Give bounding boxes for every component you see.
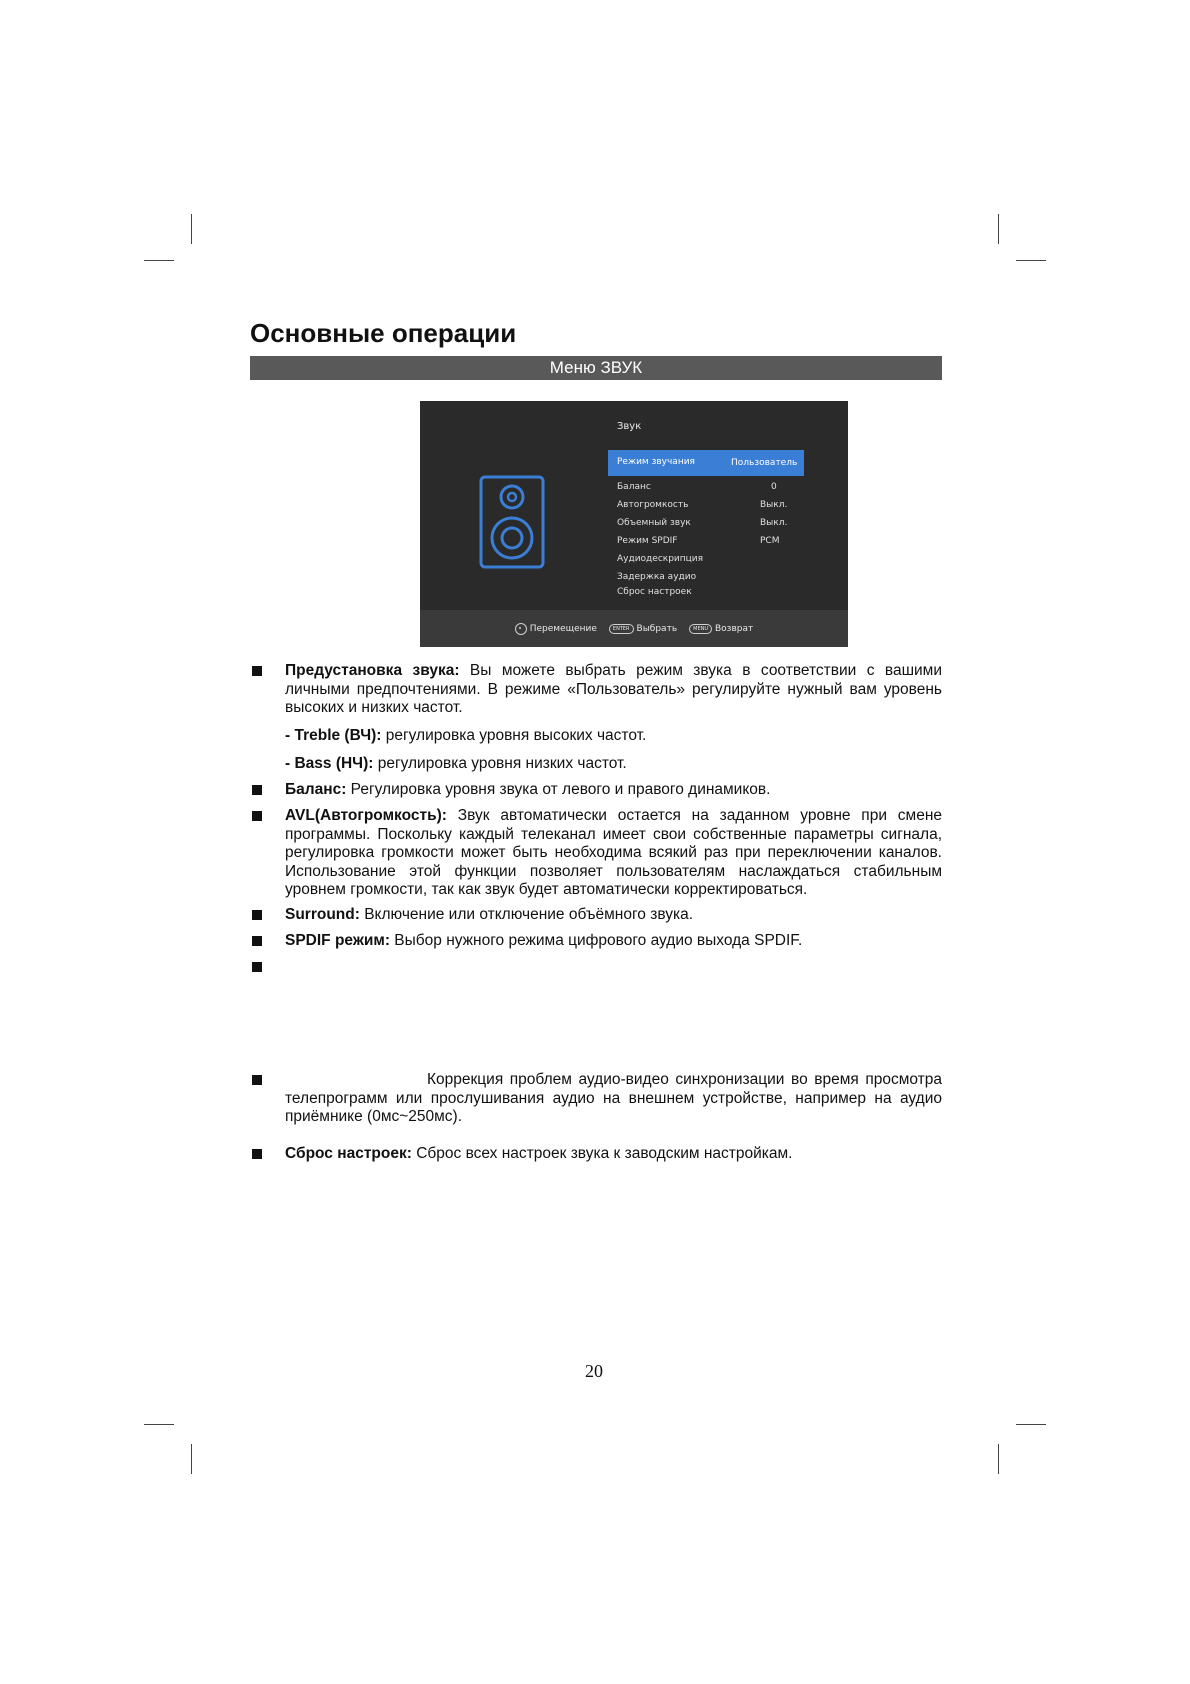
crop-mark [144, 1424, 174, 1425]
menu-item-label: Режим звучания [617, 457, 695, 467]
hint-select-label: Выбрать [636, 623, 678, 634]
crop-mark [191, 214, 192, 244]
speaker-icon [479, 475, 545, 569]
menu-item-label: Сброс настроек [617, 587, 692, 596]
desc-text: Вы можете выбрать режим звука в соответствии с вашими личными предпочтениями. В режиме «Пользователь» регулируйте нужный вам уровень высоких и низких частот. [285, 662, 942, 716]
desc-text: Регулировка уровня звука от левого и правого динамиков. [346, 781, 771, 798]
bullet-icon [252, 1075, 262, 1085]
desc-term: SPDIF режим: [285, 932, 390, 949]
desc-text: Коррекция проблем аудио-видео синхронизации во время просмотра телепрограмм или прослушивания аудио на внешнем устройстве, например на аудио приёмнике (0мс~250мс). [285, 1071, 942, 1125]
menu-item-label: Аудиодескрипция [617, 554, 704, 564]
desc-term: Surround: [285, 906, 360, 923]
menu-item-value: Пользователь [731, 458, 798, 468]
hint-back-label: Возврат [715, 623, 754, 634]
menu-item-value: PCM [760, 536, 780, 546]
menu-item-balance[interactable] [608, 478, 804, 496]
desc-term: - Bass (НЧ): [285, 755, 374, 772]
tv-menu-screenshot [420, 401, 848, 647]
hint-select [609, 624, 677, 634]
crop-mark [1016, 1424, 1046, 1425]
desc-term: Баланс: [285, 781, 347, 798]
section-bar: Меню ЗВУК [250, 356, 942, 380]
menu-footer [420, 610, 848, 647]
menu-item-sound-mode[interactable] [608, 450, 804, 476]
desc-text: Выбор нужного режима цифрового аудио выхода SPDIF. [389, 932, 803, 949]
menu-item-value: 0 [771, 482, 777, 492]
crop-mark [998, 1444, 999, 1474]
page-number: 20 [585, 1361, 603, 1381]
hint-back [689, 624, 753, 634]
desc-bass [285, 755, 942, 774]
menu-item-label: Задержка аудио [617, 572, 697, 582]
menu-item-reset[interactable] [608, 586, 804, 596]
desc-text: Сброс всех настроек звука к заводским настройкам. [411, 1145, 793, 1162]
menu-item-value: Выкл. [760, 500, 788, 510]
page-title: Основные операции [250, 318, 517, 348]
enter-key-icon: ENTER [609, 624, 634, 634]
menu-item-label: Баланс [617, 482, 651, 492]
menu-item-label: Режим SPDIF [617, 536, 678, 546]
crop-mark [144, 260, 174, 261]
desc-treble [285, 727, 942, 746]
hint-move-label: Перемещение [529, 623, 597, 634]
menu-title: Звук [617, 421, 642, 432]
desc-term: Предустановка звука: [285, 662, 460, 679]
menu-item-audio-description[interactable] [608, 550, 804, 568]
crop-mark [1016, 260, 1046, 261]
bullet-icon [252, 910, 262, 920]
bullet-icon [252, 1149, 262, 1159]
desc-text: Звук автоматически остается на заданном уровне при смене программы. Поскольку каждый телеканал имеет свои собственные параметры сигнала, регулировка громкости может быть необходима всякий раз при переключении каналов. Использование этой функции позволяет пользователям наслаждаться стабильным уровнем громкости, так как звук будет автоматически корректироваться. [285, 807, 942, 898]
bullet-icon [252, 666, 262, 676]
desc-term: AVL(Автогромкость): [285, 807, 447, 824]
bullet-icon [252, 785, 262, 795]
menu-key-icon: MENU [689, 624, 712, 634]
hint-move [515, 623, 597, 635]
dpad-icon [515, 623, 527, 635]
bullet-icon [252, 811, 262, 821]
desc-text: Включение или отключение объёмного звука. [359, 906, 694, 923]
desc-term: Сброс настроек: [285, 1145, 412, 1162]
menu-item-value: Выкл. [760, 518, 788, 528]
desc-term: - Treble (ВЧ): [285, 727, 382, 744]
bullet-icon [252, 936, 262, 946]
crop-mark [998, 214, 999, 244]
desc-text: регулировка уровня высоких частот. [381, 727, 647, 744]
crop-mark [191, 1444, 192, 1474]
menu-item-audio-delay[interactable] [608, 568, 804, 586]
menu-item-spdif[interactable] [608, 532, 804, 550]
menu-list [608, 450, 804, 596]
menu-item-label: Объемный звук [617, 518, 691, 528]
bullet-icon [252, 962, 262, 972]
menu-item-label: Автогромкость [617, 500, 689, 510]
desc-text: регулировка уровня низких частот. [373, 755, 627, 772]
menu-item-avl[interactable] [608, 496, 804, 514]
menu-item-surround[interactable] [608, 514, 804, 532]
